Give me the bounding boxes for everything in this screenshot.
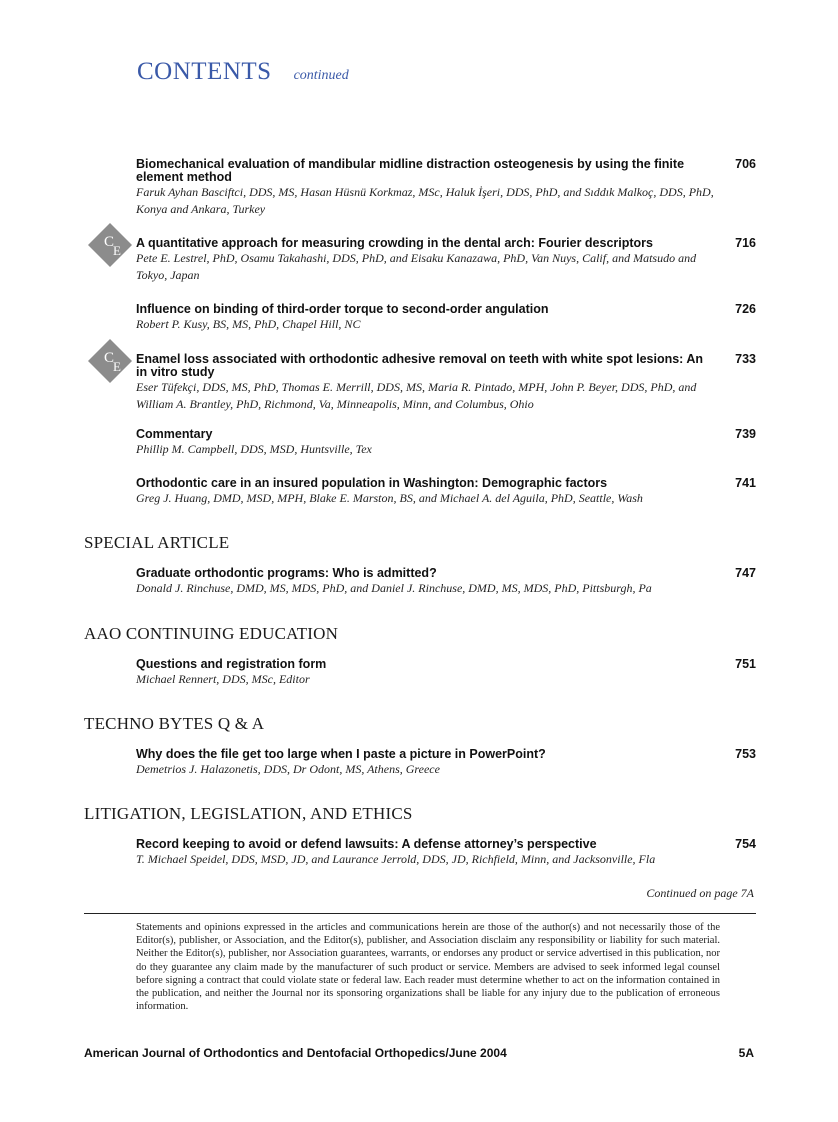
toc-entry-747[interactable] [136,567,756,597]
section-heading-special-article: SPECIAL ARTICLE [84,533,230,552]
article-title[interactable]: Why does the file get too large when I paste a picture in PowerPoint? [136,747,546,761]
toc-entry-733[interactable] [136,353,756,413]
contents-heading: CONTENTS [137,58,272,85]
divider [84,913,756,914]
article-authors: Pete E. Lestrel, PhD, Osamu Takahashi, DDS, PhD, and Eisaku Kanazawa, PhD, Van Nuys, Calif, and Matsudo and Tokyo, Japan [136,251,697,282]
ce-credit-icon [87,338,133,384]
toc-entry-739[interactable] [136,428,756,458]
article-title[interactable]: Record keeping to avoid or defend lawsuits: A defense attorney’s perspective [136,837,597,851]
page-number: 747 [735,566,756,580]
article-title[interactable]: Enamel loss associated with orthodontic adhesive removal on teeth with white spot lesions: An in vitro study [136,352,704,379]
section-heading-techno-bytes: TECHNO BYTES Q & A [84,714,265,733]
page-number: 751 [735,657,756,671]
page-number: 753 [735,747,756,761]
continued-label: continued [293,68,349,83]
article-title[interactable]: Questions and registration form [136,657,327,671]
toc-entry-716[interactable] [136,237,756,284]
page-number: 706 [735,157,756,171]
article-title[interactable]: Influence on binding of third-order torque to second-order angulation [136,302,549,316]
journal-footer: American Journal of Orthodontics and Dentofacial Orthopedics/June 2004 [84,1046,507,1060]
article-authors: Robert P. Kusy, BS, MS, PhD, Chapel Hill, NC [136,317,361,331]
footer-page-number: 5A [738,1046,754,1060]
article-authors: Donald J. Rinchuse, DMD, MS, MDS, PhD, and Daniel J. Rinchuse, DMD, MS, MDS, PhD, Pittsburgh, Pa [136,581,652,595]
article-authors: T. Michael Speidel, DDS, MSD, JD, and Laurance Jerrold, DDS, JD, Richfield, Minn, and Jacksonville, Fla [136,852,656,866]
section-heading-litigation: LITIGATION, LEGISLATION, AND ETHICS [84,804,413,823]
page-number: 716 [735,236,756,250]
article-authors: Greg J. Huang, DMD, MSD, MPH, Blake E. Marston, BS, and Michael A. del Aguila, PhD, Seattle, Wash [136,491,643,505]
toc-entry-751[interactable] [136,658,756,688]
ce-letter-c: C [104,350,115,366]
disclaimer-text: Statements and opinions expressed in the articles and communications herein are those of the author(s) and not necessarily those of the Editor(s), publisher, or Association, and the Editor(s), publisher, and Association disclaim any responsibility or liability for such material. Neither the Editor(s), publisher, nor Association guarantees, warrants, or endorses any product or service advertised in this publication, nor do they guarantee any claim made by the manufacturer of such product or service. Members are advised to seek informed legal counsel before signing a contract that could violate state or federal law. Each reader must determine whether to act on the information contained in the publication, and neither the Journal nor its sponsoring organizations shall be liable for any injury due to the publication of erroneous information. [136,922,720,1013]
ce-letter-e: E [113,243,121,258]
section-heading-aao-continuing-education: AAO CONTINUING EDUCATION [84,624,339,643]
article-title[interactable]: Biomechanical evaluation of mandibular midline distraction osteogenesis by using the finite element method [136,157,685,184]
page-number: 741 [735,476,756,490]
article-title[interactable]: Orthodontic care in an insured population in Washington: Demographic factors [136,476,608,490]
toc-entry-706[interactable] [136,158,756,218]
ce-letter-c: C [104,234,115,250]
article-authors: Phillip M. Campbell, DDS, MSD, Huntsville, Tex [136,442,372,456]
ce-letter-e: E [113,359,121,374]
page-number: 739 [735,427,756,441]
article-title[interactable]: A quantitative approach for measuring crowding in the dental arch: Fourier descriptors [136,236,653,250]
ce-credit-icon [87,222,133,268]
article-title[interactable]: Graduate orthodontic programs: Who is admitted? [136,566,437,580]
page-title [137,58,349,86]
page-number: 726 [735,302,756,316]
page-number: 733 [735,352,756,366]
article-authors: Michael Rennert, DDS, MSc, Editor [136,672,310,686]
article-authors: Demetrios J. Halazonetis, DDS, Dr Odont, MS, Athens, Greece [136,762,440,776]
article-authors: Faruk Ayhan Basciftci, DDS, MS, Hasan Hüsnü Korkmaz, MSc, Haluk İşeri, DDS, PhD, and Sıddık Malkoç, DDS, PhD, Konya and Ankara, Turkey [136,185,714,216]
article-authors: Eser Tüfekçi, DDS, MS, PhD, Thomas E. Merrill, DDS, MS, Maria R. Pintado, MPH, John P. Beyer, DDS, PhD, and William A. Brantley, PhD, Richmond, Va, Minneapolis, Minn, and Columbus, Ohio [136,380,697,411]
toc-entry-741[interactable] [136,477,756,507]
continued-on-page-link[interactable]: Continued on page 7A [646,886,754,900]
toc-entry-754[interactable] [136,838,756,868]
toc-entry-726[interactable] [136,303,756,333]
article-title[interactable]: Commentary [136,427,213,441]
page-number: 754 [735,837,756,851]
toc-entry-753[interactable] [136,748,756,778]
